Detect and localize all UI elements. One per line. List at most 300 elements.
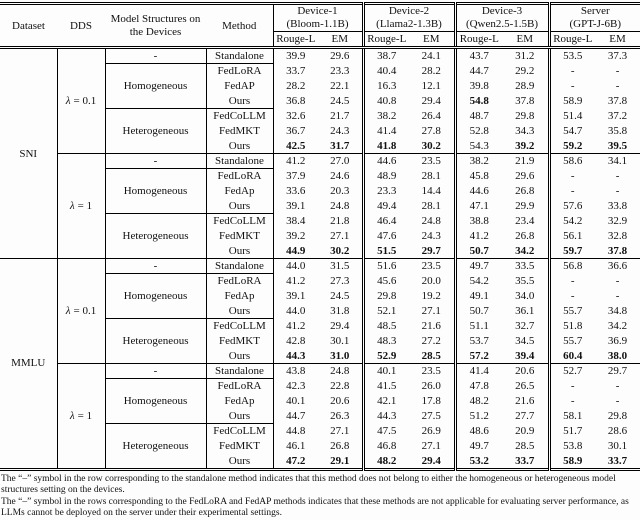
method-cell: Ours xyxy=(206,199,273,214)
value-cell: 23.4 xyxy=(515,215,535,227)
value-cell: 21.8 xyxy=(330,215,350,227)
value-cell: 41.2 xyxy=(286,320,306,332)
structure-cell: Heterogeneous xyxy=(105,319,206,364)
value-cell: - xyxy=(615,290,620,302)
value-cell: 50.7 xyxy=(455,244,502,259)
lambda-value: = 0.1 xyxy=(73,95,97,107)
value-cell: 42.8 xyxy=(286,335,306,347)
value-cell: 58.9 xyxy=(549,454,595,470)
value-cell: 60.4 xyxy=(549,349,595,364)
value-cell: 29.6 xyxy=(515,170,535,182)
value-cell: 23.5 xyxy=(409,364,455,379)
value-cell: 21.6 xyxy=(421,320,441,332)
value-cell: 23.3 xyxy=(330,65,350,77)
col-header-device-3 xyxy=(455,4,549,32)
structure-cell: Heterogeneous xyxy=(105,424,206,470)
value-cell: 36.9 xyxy=(607,335,628,347)
value-cell: 34.3 xyxy=(515,125,535,137)
value-cell: - xyxy=(549,394,595,409)
value-cell: 43.8 xyxy=(273,364,318,379)
value-cell: 47.6 xyxy=(363,229,409,244)
value-cell: 46.8 xyxy=(363,439,409,454)
value-cell: 39.1 xyxy=(286,290,306,302)
value-cell: 54.7 xyxy=(549,124,595,139)
value-cell: 41.2 xyxy=(286,275,306,287)
value-cell: 52.9 xyxy=(363,349,409,364)
value-cell: 33.6 xyxy=(286,185,306,197)
value-cell: 52.8 xyxy=(455,124,502,139)
value-cell: - xyxy=(549,169,595,184)
value-cell: 41.2 xyxy=(455,229,502,244)
col-header-dds: DDS xyxy=(57,4,105,48)
device-name: Server xyxy=(580,5,610,17)
value-cell: 38.4 xyxy=(286,215,306,227)
table-row xyxy=(0,259,640,274)
method-cell: Ours xyxy=(206,304,273,319)
value-cell: 51.2 xyxy=(455,409,502,424)
metric-header-em: EM xyxy=(318,32,363,48)
value-cell: 31.7 xyxy=(330,139,350,152)
header-row-top xyxy=(0,4,640,32)
value-cell: 49.4 xyxy=(363,199,409,214)
value-cell: 51.6 xyxy=(363,259,409,274)
value-cell: 27.3 xyxy=(330,275,350,287)
structure-cell: - xyxy=(105,48,206,64)
value-cell: 55.7 xyxy=(549,334,595,349)
value-cell: 29.1 xyxy=(330,454,350,467)
value-cell: 38.7 xyxy=(363,48,409,64)
value-cell: 31.5 xyxy=(318,259,363,274)
value-cell: 48.2 xyxy=(363,454,409,470)
method-cell: FedAP xyxy=(206,79,273,94)
value-cell: 37.9 xyxy=(286,170,306,182)
value-cell: 39.1 xyxy=(286,200,306,212)
method-cell: Standalone xyxy=(206,364,273,379)
col-header-method: Method xyxy=(206,4,273,48)
value-cell: 32.9 xyxy=(607,215,628,227)
value-cell: 20.3 xyxy=(330,185,350,197)
value-cell: - xyxy=(615,170,620,182)
value-cell: 26.9 xyxy=(421,425,441,437)
value-cell: 51.4 xyxy=(549,109,595,124)
value-cell: 22.1 xyxy=(330,80,350,92)
value-cell: 24.8 xyxy=(421,215,441,227)
structure-cell: Homogeneous xyxy=(105,379,206,424)
lambda-symbol: λ xyxy=(69,200,75,212)
method-cell: Ours xyxy=(206,94,273,109)
value-cell: 24.8 xyxy=(318,364,363,379)
device-name: Device-2 xyxy=(388,5,430,17)
metric-header-rouge: Rouge-L xyxy=(549,32,595,48)
value-cell: 36.8 xyxy=(286,95,306,107)
value-cell: 37.8 xyxy=(607,244,628,257)
value-cell: 34.1 xyxy=(595,154,640,169)
value-cell: 14.4 xyxy=(421,185,441,197)
value-cell: - xyxy=(615,65,620,77)
value-cell: 46.4 xyxy=(363,214,409,229)
value-cell: 29.4 xyxy=(421,95,441,107)
value-cell: 29.8 xyxy=(363,289,409,304)
value-cell: - xyxy=(615,80,620,92)
value-cell: 47.1 xyxy=(455,199,502,214)
device-name: Device-1 xyxy=(297,5,338,17)
value-cell: 35.5 xyxy=(515,275,535,287)
value-cell: 38.0 xyxy=(607,349,628,362)
value-cell: 24.3 xyxy=(330,125,350,137)
col-header-dataset: Dataset xyxy=(0,4,57,48)
value-cell: 39.2 xyxy=(515,139,535,152)
value-cell: 37.8 xyxy=(607,95,628,107)
value-cell: 52.7 xyxy=(549,364,595,379)
value-cell: 56.8 xyxy=(549,259,595,274)
value-cell: 29.7 xyxy=(421,244,441,257)
method-cell: Ours xyxy=(206,244,273,259)
value-cell: 36.1 xyxy=(515,305,535,317)
value-cell: - xyxy=(615,380,620,392)
value-cell: 34.2 xyxy=(515,244,535,257)
value-cell: 28.9 xyxy=(515,80,535,92)
value-cell: 45.6 xyxy=(363,274,409,289)
value-cell: 28.5 xyxy=(421,349,441,362)
lambda-symbol: λ xyxy=(69,409,75,422)
value-cell: 24.8 xyxy=(330,200,350,212)
value-cell: 20.0 xyxy=(421,275,441,287)
method-cell: FedCoLLM xyxy=(206,109,273,124)
value-cell: 59.2 xyxy=(549,139,595,154)
value-cell: 52.1 xyxy=(363,304,409,319)
value-cell: 28.6 xyxy=(607,425,628,437)
value-cell: 51.8 xyxy=(549,319,595,334)
value-cell: 24.5 xyxy=(330,290,350,302)
value-cell: 44.6 xyxy=(363,154,409,169)
value-cell: 31.2 xyxy=(515,50,535,63)
device-model: (Bloom-1.1B) xyxy=(286,18,349,30)
value-cell: 58.6 xyxy=(549,154,595,169)
value-cell: 38.2 xyxy=(455,154,502,169)
value-cell: 26.5 xyxy=(515,380,535,392)
value-cell: 21.7 xyxy=(330,110,350,122)
footnote-server-na: The “–” symbol in the rows corresponding to the FedLoRA and FedAP methods indicates that these methods are not applicable for evaluating server performance, as LLMs cannot be deployed on the server under their experimental settings. xyxy=(1,496,629,518)
value-cell: 30.2 xyxy=(421,139,441,152)
value-cell: 27.1 xyxy=(330,425,350,437)
table-row xyxy=(0,364,640,379)
value-cell: 44.6 xyxy=(455,184,502,199)
value-cell: - xyxy=(549,64,595,79)
value-cell: 30.1 xyxy=(607,440,628,452)
value-cell: 51.1 xyxy=(455,319,502,334)
value-cell: 32.8 xyxy=(607,230,628,242)
value-cell: 37.2 xyxy=(607,110,628,122)
value-cell: 39.4 xyxy=(515,349,535,362)
value-cell: 39.5 xyxy=(607,139,628,152)
metric-header-rouge: Rouge-L xyxy=(455,32,502,48)
value-cell: 38.8 xyxy=(455,214,502,229)
value-cell: 26.3 xyxy=(330,410,350,422)
structure-cell: Homogeneous xyxy=(105,169,206,214)
value-cell: 21.6 xyxy=(515,395,535,407)
value-cell: 24.1 xyxy=(421,50,441,63)
value-cell: 47.8 xyxy=(455,379,502,394)
value-cell: 47.2 xyxy=(286,454,306,467)
value-cell: 20.6 xyxy=(330,395,350,407)
structure-cell: Homogeneous xyxy=(105,274,206,319)
col-header-device-1 xyxy=(273,4,363,32)
structure-cell: Heterogeneous xyxy=(105,214,206,259)
method-cell: FedLoRA xyxy=(206,274,273,289)
value-cell: 29.4 xyxy=(330,320,350,332)
method-cell: FedMKT xyxy=(206,334,273,349)
value-cell: 33.7 xyxy=(515,454,535,467)
value-cell: 28.2 xyxy=(286,80,306,92)
value-cell: 48.9 xyxy=(363,169,409,184)
value-cell: 29.8 xyxy=(607,410,628,422)
method-cell: FedAp xyxy=(206,289,273,304)
structure-cell: - xyxy=(105,259,206,274)
value-cell: 48.2 xyxy=(455,394,502,409)
lambda-value: = 0.1 xyxy=(73,305,97,317)
value-cell: 26.8 xyxy=(330,440,350,452)
value-cell: 31.8 xyxy=(330,305,350,317)
value-cell: 49.1 xyxy=(455,289,502,304)
device-name: Device-3 xyxy=(481,5,523,17)
table-row xyxy=(0,48,640,64)
value-cell: 29.7 xyxy=(595,364,640,379)
dds-cell xyxy=(57,48,105,154)
table-row xyxy=(0,154,640,169)
value-cell: 27.8 xyxy=(421,125,441,137)
value-cell: 32.7 xyxy=(515,320,535,332)
value-cell: - xyxy=(615,185,620,197)
value-cell: 42.3 xyxy=(286,380,306,392)
value-cell: 50.7 xyxy=(455,304,502,319)
value-cell: 19.2 xyxy=(421,290,441,302)
method-cell: FedAp xyxy=(206,394,273,409)
value-cell: 32.6 xyxy=(286,110,306,122)
structure-cell: Heterogeneous xyxy=(105,109,206,154)
dds-cell xyxy=(57,259,105,364)
col-header-structures: Model Structures on the Devices xyxy=(105,4,206,48)
value-cell: 29.4 xyxy=(421,454,441,467)
lambda-value: = 1 xyxy=(77,200,93,212)
value-cell: 41.2 xyxy=(273,154,318,169)
value-cell: 26.8 xyxy=(515,230,535,242)
value-cell: 54.2 xyxy=(455,274,502,289)
value-cell: 30.2 xyxy=(330,244,350,257)
value-cell: - xyxy=(549,379,595,394)
method-cell: FedMKT xyxy=(206,229,273,244)
value-cell: 43.7 xyxy=(455,48,502,64)
value-cell: 49.7 xyxy=(455,439,502,454)
value-cell: 23.5 xyxy=(409,259,455,274)
value-cell: 41.4 xyxy=(455,364,502,379)
value-cell: 55.7 xyxy=(549,304,595,319)
value-cell: - xyxy=(549,274,595,289)
method-cell: Ours xyxy=(206,454,273,470)
lambda-value: = 1 xyxy=(77,409,93,422)
value-cell: 28.1 xyxy=(421,170,441,182)
value-cell: 23.3 xyxy=(363,184,409,199)
col-header-server xyxy=(549,4,640,32)
value-cell: 33.8 xyxy=(607,200,628,212)
value-cell: 34.2 xyxy=(607,320,628,332)
method-cell: FedCoLLM xyxy=(206,319,273,334)
structure-cell: - xyxy=(105,364,206,379)
value-cell: 48.6 xyxy=(455,424,502,439)
method-cell: FedAp xyxy=(206,184,273,199)
value-cell: 34.8 xyxy=(607,305,628,317)
lambda-symbol: λ xyxy=(65,305,71,317)
value-cell: 46.1 xyxy=(286,440,306,452)
metric-header-em: EM xyxy=(409,32,455,48)
value-cell: 59.7 xyxy=(549,244,595,259)
value-cell: 39.2 xyxy=(286,230,306,242)
value-cell: 37.8 xyxy=(515,95,535,107)
method-cell: Standalone xyxy=(206,259,273,274)
value-cell: 27.1 xyxy=(421,440,441,452)
value-cell: 57.6 xyxy=(549,199,595,214)
value-cell: 24.3 xyxy=(421,230,441,242)
value-cell: 41.4 xyxy=(363,124,409,139)
value-cell: 20.6 xyxy=(502,364,549,379)
value-cell: 53.2 xyxy=(455,454,502,470)
value-cell: 29.2 xyxy=(515,65,535,77)
value-cell: 48.7 xyxy=(455,109,502,124)
value-cell: 40.1 xyxy=(286,395,306,407)
value-cell: 33.7 xyxy=(607,454,628,467)
value-cell: 35.8 xyxy=(607,125,628,137)
table-footnotes xyxy=(1,474,639,520)
value-cell: 44.0 xyxy=(286,305,306,317)
value-cell: 17.8 xyxy=(421,395,441,407)
value-cell: 33.7 xyxy=(286,65,306,77)
value-cell: 16.3 xyxy=(363,79,409,94)
value-cell: 53.7 xyxy=(455,334,502,349)
value-cell: 29.6 xyxy=(330,50,350,63)
value-cell: - xyxy=(549,184,595,199)
value-cell: - xyxy=(549,79,595,94)
value-cell: 41.8 xyxy=(363,139,409,154)
value-cell: 53.8 xyxy=(549,439,595,454)
value-cell: 26.8 xyxy=(515,185,535,197)
value-cell: 28.5 xyxy=(515,440,535,452)
lambda-symbol: λ xyxy=(65,95,71,107)
value-cell: 51.7 xyxy=(549,424,595,439)
value-cell: 27.0 xyxy=(318,154,363,169)
value-cell: 49.7 xyxy=(455,259,502,274)
value-cell: 33.5 xyxy=(502,259,549,274)
value-cell: 28.1 xyxy=(421,200,441,212)
method-cell: Standalone xyxy=(206,154,273,169)
method-cell: FedLoRA xyxy=(206,169,273,184)
value-cell: 42.1 xyxy=(363,394,409,409)
method-cell: Ours xyxy=(206,409,273,424)
value-cell: 54.2 xyxy=(549,214,595,229)
results-table xyxy=(0,2,640,471)
value-cell: 27.1 xyxy=(330,230,350,242)
value-cell: 28.2 xyxy=(421,65,441,77)
value-cell: 44.0 xyxy=(273,259,318,274)
value-cell: 56.1 xyxy=(549,229,595,244)
value-cell: 29.8 xyxy=(515,110,535,122)
value-cell: 20.9 xyxy=(515,425,535,437)
method-cell: FedMKT xyxy=(206,439,273,454)
value-cell: 36.7 xyxy=(286,125,306,137)
value-cell: 12.1 xyxy=(421,80,441,92)
value-cell: 48.3 xyxy=(363,334,409,349)
structure-cell: - xyxy=(105,154,206,169)
device-model: (Llama2-1.3B) xyxy=(376,18,442,30)
value-cell: 38.2 xyxy=(363,109,409,124)
value-cell: 23.5 xyxy=(409,154,455,169)
value-cell: 58.1 xyxy=(549,409,595,424)
device-model: (Qwen2.5-1.5B) xyxy=(465,18,539,30)
method-cell: Standalone xyxy=(206,48,273,64)
method-cell: FedLoRA xyxy=(206,379,273,394)
metric-header-em: EM xyxy=(502,32,549,48)
value-cell: 30.1 xyxy=(330,335,350,347)
dataset-cell: MMLU xyxy=(0,259,57,470)
value-cell: 27.7 xyxy=(515,410,535,422)
value-cell: 37.3 xyxy=(607,50,628,63)
value-cell: 24.5 xyxy=(330,95,350,107)
value-cell: - xyxy=(615,275,620,287)
value-cell: 44.8 xyxy=(286,425,306,437)
device-model: (GPT-J-6B) xyxy=(569,18,622,30)
value-cell: 44.7 xyxy=(455,64,502,79)
value-cell: 40.8 xyxy=(363,94,409,109)
value-cell: 41.5 xyxy=(363,379,409,394)
value-cell: 39.9 xyxy=(286,50,306,63)
value-cell: 26.0 xyxy=(421,380,441,392)
value-cell: 27.5 xyxy=(421,410,441,422)
value-cell: 40.4 xyxy=(363,64,409,79)
method-cell: FedCoLLM xyxy=(206,214,273,229)
metric-header-rouge: Rouge-L xyxy=(273,32,318,48)
value-cell: 29.9 xyxy=(515,200,535,212)
value-cell: 22.8 xyxy=(330,380,350,392)
metric-header-em: EM xyxy=(595,32,640,48)
col-header-device-2 xyxy=(363,4,455,32)
value-cell: 26.4 xyxy=(421,110,441,122)
value-cell: 21.9 xyxy=(502,154,549,169)
method-cell: FedLoRA xyxy=(206,64,273,79)
value-cell: 44.7 xyxy=(286,410,306,422)
method-cell: Ours xyxy=(206,139,273,154)
value-cell: 54.8 xyxy=(455,94,502,109)
dds-cell xyxy=(57,364,105,470)
value-cell: - xyxy=(549,289,595,304)
value-cell: 48.5 xyxy=(363,319,409,334)
value-cell: - xyxy=(615,395,620,407)
value-cell: 44.9 xyxy=(286,244,306,257)
structure-cell: Homogeneous xyxy=(105,64,206,109)
value-cell: 31.0 xyxy=(330,349,350,362)
value-cell: 36.6 xyxy=(595,259,640,274)
method-cell: Ours xyxy=(206,349,273,364)
value-cell: 45.8 xyxy=(455,169,502,184)
value-cell: 44.3 xyxy=(286,349,306,362)
value-cell: 44.3 xyxy=(363,409,409,424)
metric-header-rouge: Rouge-L xyxy=(363,32,409,48)
method-cell: FedCoLLM xyxy=(206,424,273,439)
value-cell: 54.3 xyxy=(455,139,502,154)
value-cell: 58.9 xyxy=(549,94,595,109)
value-cell: 47.5 xyxy=(363,424,409,439)
value-cell: 27.1 xyxy=(421,305,441,317)
dds-cell xyxy=(57,154,105,259)
footnote-standalone: The “–” symbol in the row corresponding to the standalone method indicates that this method does not belong to either the homogeneous or heterogeneous model structures setting on the devices. xyxy=(1,473,616,495)
value-cell: 34.0 xyxy=(515,290,535,302)
